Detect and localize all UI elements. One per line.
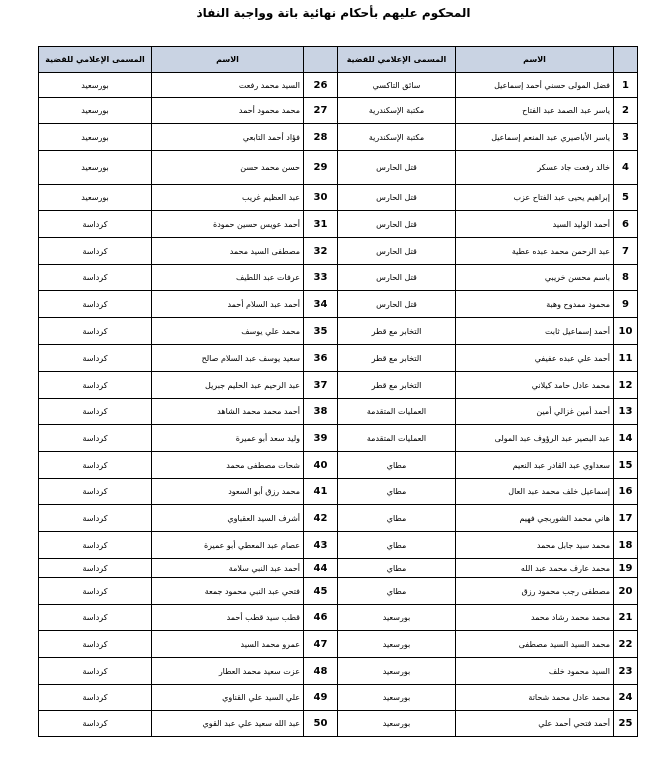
row-number: 5 — [614, 185, 638, 211]
convict-name: إسماعيل خلف محمد عبد العال — [456, 479, 614, 505]
header-case-1: المسمى الإعلامي للقضية — [338, 47, 456, 73]
convict-name: أشرف السيد العقباوي — [152, 505, 304, 532]
table-row — [39, 711, 638, 737]
convict-name: أحمد فتحي أحمد علي — [456, 711, 614, 737]
convict-name: محمد رزق أبو السعود — [152, 479, 304, 505]
table-row — [39, 559, 638, 578]
case-name: كرداسة — [39, 238, 152, 265]
table-header-row — [39, 47, 638, 73]
row-number: 45 — [304, 578, 338, 605]
row-number: 25 — [614, 711, 638, 737]
convict-name: عبد العظيم غريب — [152, 185, 304, 211]
convict-name: أحمد عبد النبي سلامة — [152, 559, 304, 578]
table-row — [39, 318, 638, 345]
convict-name: أحمد أمين غزالي أمين — [456, 399, 614, 425]
case-name: مطاي — [338, 559, 456, 578]
convict-name: عبد البصير عبد الرؤوف عبد المولى — [456, 425, 614, 452]
row-number: 4 — [614, 151, 638, 185]
convict-name: علي السيد علي القناوي — [152, 685, 304, 711]
table-row — [39, 291, 638, 318]
convict-name: فتحي عبد النبي محمود جمعة — [152, 578, 304, 605]
case-name: التخابر مع قطر — [338, 372, 456, 399]
row-number: 24 — [614, 685, 638, 711]
case-name: بورسعيد — [338, 605, 456, 631]
case-name: كرداسة — [39, 211, 152, 238]
row-number: 26 — [304, 73, 338, 98]
row-number: 2 — [614, 98, 638, 124]
row-number: 31 — [304, 211, 338, 238]
case-name: كرداسة — [39, 578, 152, 605]
row-number: 50 — [304, 711, 338, 737]
convict-name: سعداوي عبد القادر عبد النعيم — [456, 452, 614, 479]
row-number: 34 — [304, 291, 338, 318]
convict-name: خالد رفعت جاد عسكر — [456, 151, 614, 185]
convict-name: محمد عادل محمد شحاتة — [456, 685, 614, 711]
convict-name: ياسر عبد الصمد عبد الفتاح — [456, 98, 614, 124]
case-name: كرداسة — [39, 631, 152, 658]
row-number: 29 — [304, 151, 338, 185]
row-number: 30 — [304, 185, 338, 211]
convict-name: فؤاد أحمد التابعي — [152, 124, 304, 151]
header-case-2: المسمى الإعلامي للقضية — [39, 47, 152, 73]
row-number: 46 — [304, 605, 338, 631]
case-name: كرداسة — [39, 711, 152, 737]
case-name: العمليات المتقدمة — [338, 399, 456, 425]
row-number: 27 — [304, 98, 338, 124]
convict-name: السيد محمد رفعت — [152, 73, 304, 98]
row-number: 1 — [614, 73, 638, 98]
table-row — [39, 185, 638, 211]
convict-name: سعيد يوسف عبد السلام صالح — [152, 345, 304, 372]
table-row — [39, 479, 638, 505]
header-name-1: الاسم — [456, 47, 614, 73]
convict-name: قطب سيد قطب أحمد — [152, 605, 304, 631]
case-name: العمليات المتقدمة — [338, 425, 456, 452]
convict-name: محمود ممدوح وهبة — [456, 291, 614, 318]
row-number: 40 — [304, 452, 338, 479]
convict-name: محمد محمود أحمد — [152, 98, 304, 124]
table-row — [39, 605, 638, 631]
convict-name: عمرو محمد السيد — [152, 631, 304, 658]
convict-name: محمد عارف محمد عبد الله — [456, 559, 614, 578]
case-name: بورسعيد — [39, 185, 152, 211]
convict-name: مصطفى رجب محمود رزق — [456, 578, 614, 605]
case-name: قتل الحارس — [338, 211, 456, 238]
case-name: كرداسة — [39, 559, 152, 578]
table-row — [39, 265, 638, 291]
case-name: مكتبة الإسكندرية — [338, 98, 456, 124]
case-name: كرداسة — [39, 479, 152, 505]
row-number: 12 — [614, 372, 638, 399]
convict-name: عصام عبد المعطي أبو عميرة — [152, 532, 304, 559]
convict-name: السيد محمود خلف — [456, 658, 614, 685]
convict-name: أحمد علي عبده عفيفي — [456, 345, 614, 372]
row-number: 13 — [614, 399, 638, 425]
convict-name: أحمد محمد محمد الشاهد — [152, 399, 304, 425]
header-number-1 — [614, 47, 638, 73]
convict-name: باسم محسن خريبي — [456, 265, 614, 291]
row-number: 14 — [614, 425, 638, 452]
case-name: كرداسة — [39, 291, 152, 318]
row-number: 38 — [304, 399, 338, 425]
convict-name: ياسر الأباصيري عبد المنعم إسماعيل — [456, 124, 614, 151]
table-row — [39, 658, 638, 685]
row-number: 36 — [304, 345, 338, 372]
case-name: كرداسة — [39, 425, 152, 452]
row-number: 28 — [304, 124, 338, 151]
table-row — [39, 151, 638, 185]
case-name: قتل الحارس — [338, 185, 456, 211]
convict-name: إبراهيم يحيى عبد الفتاح عزب — [456, 185, 614, 211]
row-number: 32 — [304, 238, 338, 265]
header-number-2 — [304, 47, 338, 73]
row-number: 23 — [614, 658, 638, 685]
table-row — [39, 425, 638, 452]
case-name: مطاي — [338, 505, 456, 532]
convict-name: عرفات عبد اللطيف — [152, 265, 304, 291]
case-name: قتل الحارس — [338, 151, 456, 185]
header-name-2: الاسم — [152, 47, 304, 73]
case-name: قتل الحارس — [338, 291, 456, 318]
row-number: 9 — [614, 291, 638, 318]
convict-name: محمد علي يوسف — [152, 318, 304, 345]
row-number: 37 — [304, 372, 338, 399]
row-number: 47 — [304, 631, 338, 658]
case-name: سائق التاكسي — [338, 73, 456, 98]
row-number: 17 — [614, 505, 638, 532]
case-name: كرداسة — [39, 318, 152, 345]
case-name: كرداسة — [39, 605, 152, 631]
table-row — [39, 211, 638, 238]
row-number: 33 — [304, 265, 338, 291]
table-row — [39, 452, 638, 479]
case-name: بورسعيد — [338, 685, 456, 711]
row-number: 42 — [304, 505, 338, 532]
case-name: قتل الحارس — [338, 238, 456, 265]
row-number: 44 — [304, 559, 338, 578]
row-number: 16 — [614, 479, 638, 505]
convict-name: شحات مصطفى محمد — [152, 452, 304, 479]
table-row — [39, 532, 638, 559]
row-number: 39 — [304, 425, 338, 452]
case-name: قتل الحارس — [338, 265, 456, 291]
case-name: مطاي — [338, 578, 456, 605]
table-row — [39, 372, 638, 399]
case-name: كرداسة — [39, 532, 152, 559]
convict-name: أحمد عويس حسين حمودة — [152, 211, 304, 238]
case-name: كرداسة — [39, 505, 152, 532]
page-title: المحكوم عليهم بأحكام نهائية باتة وواجبة النفاذ — [196, 6, 471, 20]
table-row — [39, 124, 638, 151]
row-number: 3 — [614, 124, 638, 151]
table-row — [39, 98, 638, 124]
convict-name: محمد محمد رشاد محمد — [456, 605, 614, 631]
row-number: 11 — [614, 345, 638, 372]
case-name: كرداسة — [39, 685, 152, 711]
row-number: 15 — [614, 452, 638, 479]
case-name: مطاي — [338, 479, 456, 505]
table-row — [39, 578, 638, 605]
convicts-table — [38, 46, 638, 737]
table-row — [39, 505, 638, 532]
row-number: 41 — [304, 479, 338, 505]
case-name: كرداسة — [39, 265, 152, 291]
row-number: 43 — [304, 532, 338, 559]
case-name: التخابر مع قطر — [338, 318, 456, 345]
case-name: مكتبة الإسكندرية — [338, 124, 456, 151]
convict-name: هاني محمد الشوربجي فهيم — [456, 505, 614, 532]
convict-name: حسن محمد حسن — [152, 151, 304, 185]
table-row — [39, 631, 638, 658]
case-name: بورسعيد — [39, 124, 152, 151]
case-name: التخابر مع قطر — [338, 345, 456, 372]
convict-name: وليد سعد أبو عميرة — [152, 425, 304, 452]
row-number: 8 — [614, 265, 638, 291]
table-row — [39, 685, 638, 711]
case-name: كرداسة — [39, 399, 152, 425]
convict-name: مصطفى السيد محمد — [152, 238, 304, 265]
row-number: 20 — [614, 578, 638, 605]
case-name: كرداسة — [39, 345, 152, 372]
row-number: 21 — [614, 605, 638, 631]
convict-name: محمد عادل حامد كيلاني — [456, 372, 614, 399]
convict-name: أحمد الوليد السيد — [456, 211, 614, 238]
case-name: كرداسة — [39, 658, 152, 685]
row-number: 18 — [614, 532, 638, 559]
case-name: كرداسة — [39, 372, 152, 399]
convict-name: فضل المولى حسني أحمد إسماعيل — [456, 73, 614, 98]
case-name: مطاي — [338, 532, 456, 559]
case-name: بورسعيد — [338, 711, 456, 737]
table-row — [39, 399, 638, 425]
case-name: بورسعيد — [39, 73, 152, 98]
case-name: بورسعيد — [39, 151, 152, 185]
case-name: كرداسة — [39, 452, 152, 479]
convict-name: أحمد عبد السلام أحمد — [152, 291, 304, 318]
row-number: 6 — [614, 211, 638, 238]
convict-name: عبد الله سعيد علي عبد القوي — [152, 711, 304, 737]
row-number: 49 — [304, 685, 338, 711]
table-row — [39, 73, 638, 98]
row-number: 7 — [614, 238, 638, 265]
table-row — [39, 345, 638, 372]
convict-name: محمد السيد السيد مصطفى — [456, 631, 614, 658]
convict-name: محمد سيد جابل محمد — [456, 532, 614, 559]
case-name: بورسعيد — [338, 631, 456, 658]
row-number: 35 — [304, 318, 338, 345]
convict-name: عبد الرحيم عبد الحليم جبريل — [152, 372, 304, 399]
table-row — [39, 238, 638, 265]
case-name: مطاي — [338, 452, 456, 479]
row-number: 10 — [614, 318, 638, 345]
case-name: بورسعيد — [39, 98, 152, 124]
case-name: بورسعيد — [338, 658, 456, 685]
row-number: 19 — [614, 559, 638, 578]
convict-name: عزت سعيد محمد العطار — [152, 658, 304, 685]
row-number: 22 — [614, 631, 638, 658]
convict-name: عبد الرحمن محمد عبده عطية — [456, 238, 614, 265]
convict-name: أحمد إسماعيل ثابت — [456, 318, 614, 345]
row-number: 48 — [304, 658, 338, 685]
